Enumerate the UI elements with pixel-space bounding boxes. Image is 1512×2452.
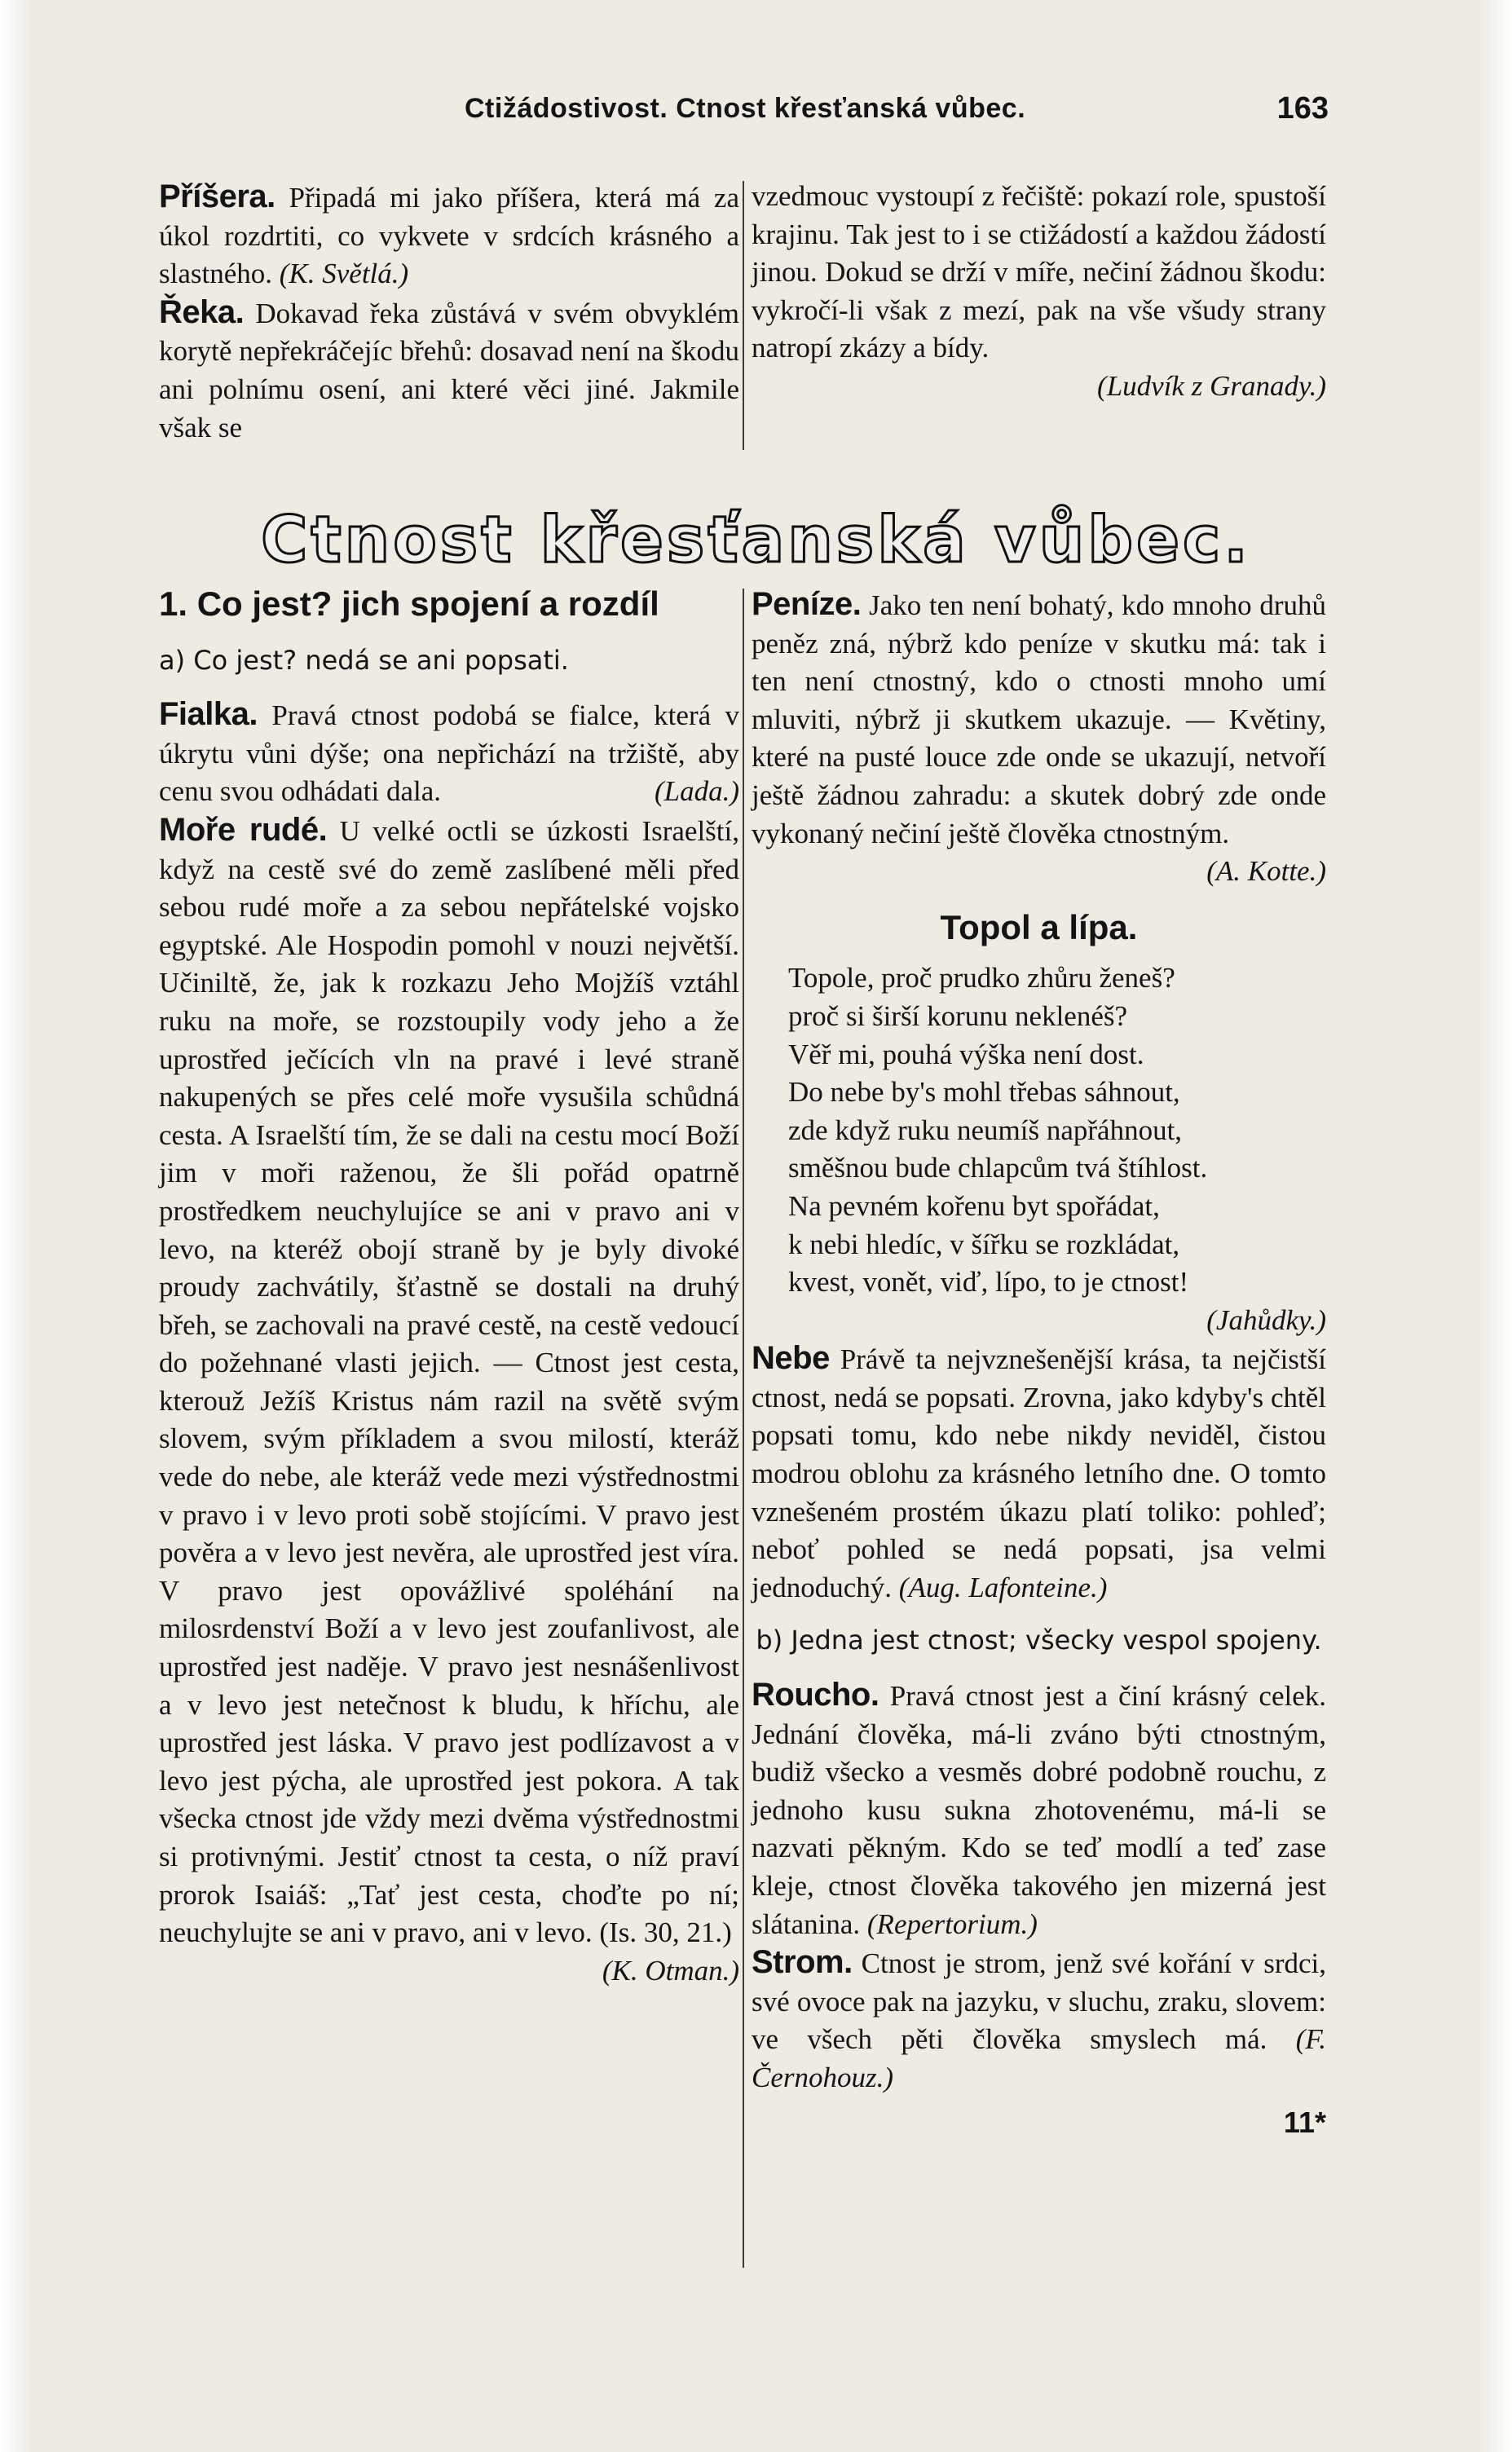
poem-title: Topol a lípa.	[940, 907, 1138, 946]
page-edge-left	[0, 0, 33, 2452]
section-title: Ctnost křesťanská vůbec.	[261, 504, 1251, 577]
entry-keyword: Fialka.	[159, 696, 258, 733]
poem-line: kvest, vonět, viď, lípo, to je ctnost!	[788, 1266, 1189, 1299]
entry-text: Jako ten není bohatý, kdo mnoho druhů peněz zná, nýbrž kdo peníze v skutku má: tak i ten není ctnostný, kdo o ctnosti mnoho umí mluviti, nýbrž ji skutkem ukazuje. — Květiny, které na pusté louce zde onde se ukazují, netvoří ještě žádnou zahradu: a skutek dobrý zde onde vykonaný nečiní ještě člověka ctnostným.	[752, 589, 1327, 849]
entry-more-rude	[159, 811, 739, 1990]
spacer	[752, 1607, 1326, 1621]
entry-attribution: (K. Otman.)	[602, 1954, 739, 1987]
entry-text: U velké octli se úzkosti Israelští, když na cestě své do země zaslíbené měli před sebou rudé moře a za sebou nepřátelské vojsko egyptské. Ale Hospodin pomohl v nouzi největší. Učiniltě, že, jak k rozkazu Jeho Mojžíš vztáhl ruku na moře, se rozstoupily vody jeho a že uprostřed ječících vln na pravé i levé straně nakupených se přes celé moře vysušila schůdná cesta. A Israelští tím, že se dali na cestu mocí Boží jim v moři raženou, že šli pořád opatrně prostředkem neuchylujíce se ani v pravo ani v levo, na kteréž obojí straně by je byly divoké proudy zachvátily, šťastně se dostali na druhý břeh, se zachovali na pravé cestě, na cestě vedoucí do požehnané vlasti jejich. — Ctnost jest cesta, kterouž Ježíš Kristus nám razil na světě svým slovem, svým příkladem a svou milostí, kteráž vede do nebe, ale kteráž vede mezi výstřednostmi v pravo i v levo proti sobě stojícími. V pravo jest pověra a v levo jest nevěra, ale uprostřed jest víra. V pravo jest opovážlivé spoléhání na milosrdenství Boží a v levo jest zoufanlivost, ale uprostřed jest naděje. V pravo jest nesnášenlivost a v levo jest netečnost k bludu, k hříchu, ale uprostřed jest láska. V pravo jest podlízavost a v levo jest pýcha, ale uprostřed jest pokora. A tak všecka ctnost jde vždy mezi dvěma výstřednostmi si protivnými. Jestiť ctnost ta cesta, o níž praví prorok Isaiáš: „Tať jest cesta, choďte po ní; neuchylujte se ani v pravo, ani v levo. (Is. 30, 21.)	[159, 814, 739, 1949]
entry-keyword: Moře rudé.	[159, 811, 328, 848]
poem	[788, 959, 1326, 1339]
page-header	[155, 88, 1329, 137]
entry-keyword: Peníze.	[752, 586, 862, 622]
poem-line: zde když ruku neumíš napřáhnout,	[788, 1114, 1183, 1146]
poem-line: k nebi hledíc, v šířku se rozkládat,	[788, 1228, 1180, 1260]
signature-mark: 11*	[1283, 2105, 1326, 2139]
poem-line: proč si širší korunu neklenéš?	[788, 999, 1128, 1032]
entry-attribution: (A. Kotte.)	[1206, 855, 1326, 888]
entry-reka-continued	[752, 178, 1326, 406]
entry-attribution: (F. Černohouz.)	[752, 2023, 1327, 2093]
entry-prisera	[159, 178, 739, 293]
entry-keyword: Nebe	[752, 1340, 830, 1377]
entry-penize	[752, 585, 1326, 891]
entry-attribution: (Repertorium.)	[866, 1907, 1038, 1940]
left-column	[159, 585, 739, 1990]
entry-text: Ctnost je strom, jenž své kořání v srdci, své ovoce pak na jazyku, v sluchu, zraku, slovem: ve všech pěti člověka smyslech má.	[752, 1947, 1327, 2056]
poem-line: Do nebe by's mohl třebas sáhnout,	[788, 1076, 1180, 1109]
entry-attribution: (Ludvík z Granady.)	[1097, 369, 1326, 402]
column-rule-top	[743, 181, 744, 450]
entry-text: Dokavad řeka zůstává v svém obvyklém korytě nepřekráčejíc břehů: dosavad není na škodu ani polnímu osení, ani které věci jiné. Jakmile však se	[159, 297, 740, 443]
column-rule-main	[743, 589, 744, 2268]
page-number: 163	[1276, 91, 1329, 126]
entry-attribution: (Aug. Lafonteine.)	[898, 1571, 1108, 1603]
subsection-heading: 1. Co jest? jich spojení a rozdíl	[159, 584, 659, 623]
poem-line: Topole, proč prudko zhůru ženeš?	[788, 962, 1175, 994]
top-right-column	[752, 178, 1326, 406]
entry-roucho	[752, 1676, 1326, 1943]
entry-keyword: Příšera.	[159, 179, 276, 214]
entry-nebe	[752, 1339, 1326, 1607]
entry-attribution: (K. Světlá.)	[279, 258, 409, 290]
entry-keyword: Strom.	[752, 1944, 853, 1981]
subsection-subheading: a) Co jest? nedá se ani popsati.	[159, 644, 569, 676]
poem-attribution: (Jahůdky.)	[1206, 1303, 1326, 1336]
entry-keyword: Řeka.	[159, 293, 245, 330]
entry-text: Připadá mi jako příšera, která má za úkol rozdrtiti, co vykvete v srdcích krásného a slastného.	[159, 182, 739, 290]
entry-fialka	[159, 695, 739, 811]
entry-text: Pravá ctnost podobá se fialce, která v úkrytu vůni dýše; ona nepřichází na tržiště, aby cenu svou odhádati dala.	[159, 699, 740, 808]
poem-line: Věř mi, pouhá výška není dost.	[788, 1038, 1144, 1070]
entry-reka	[159, 293, 739, 447]
entry-text: Právě ta nejvznešenější krása, ta nejčistší ctnost, nedá se popsati. Zrovna, jako kdyby's chtěl popsati tomu, kdo nebe nikdy neviděl, čistou modrou oblohu za krásného letního dne. O tomto vznešeném prostém úkazu platí toliko: pohleď; neboť pohled se nedá popsati, jsa velmi jednoduchý.	[752, 1343, 1326, 1603]
poem-line: Na pevném kořenu byt spořádat,	[788, 1189, 1160, 1222]
entry-attribution: (Lada.)	[654, 775, 739, 808]
running-title: Ctižádostivost. Ctnost křesťanská vůbec.	[465, 93, 1026, 124]
entry-text: vzedmouc vystoupí z řečiště: pokazí role, spustoší krajinu. Tak jest to i se ctižádostí a každou žádostí jinou. Dokud se drží v míře, nečiní žádnou škodu: vykročí-li však z mezí, pak na vše všudy strany natropí zkázy a bídy.	[752, 180, 1326, 364]
entry-strom	[752, 1943, 1326, 2097]
entry-text: Pravá ctnost jest a činí krásný celek. Jednání člověka, má-li zváno býti ctnostným, budiž všecko a vesměs dobré podobně rouchu, z jednoho kusu sukna zhotovenému, má-li se nazvati pěkným. Kdo se teď modlí a teď zase kleje, ctnost člověka takového jen mizerná jest slátanina.	[752, 1680, 1326, 1940]
page-edge-right	[1479, 0, 1512, 2452]
entry-keyword: Roucho.	[752, 1677, 879, 1713]
right-column	[752, 585, 1326, 2141]
top-left-column	[159, 178, 739, 447]
poem-line: směšnou bude chlapcům tvá štíhlost.	[788, 1152, 1208, 1184]
subsection-subheading-b: b) Jedna jest ctnost; všecky vespol spojeny.	[756, 1625, 1322, 1656]
